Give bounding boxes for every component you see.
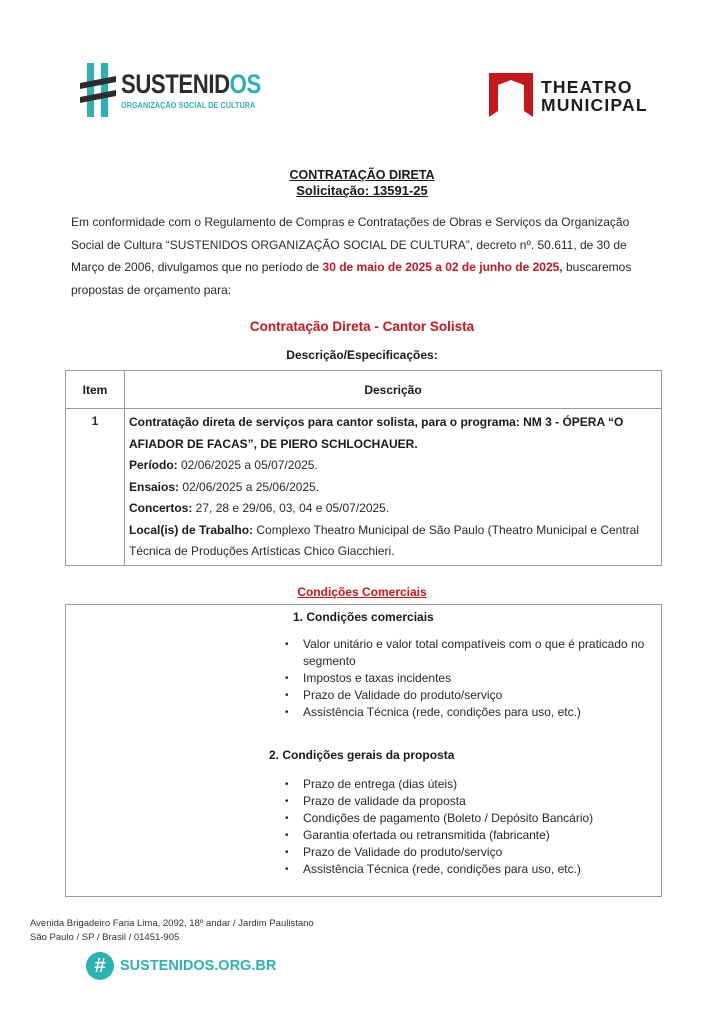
hash-logo-icon (80, 63, 116, 117)
list-item: • Assistência Técnica (rede, condições para uso, etc.) (285, 705, 581, 719)
intro-text: Em conformidade com o Regulamento de Compras e Contratações de Obras e Serviços da Organização Social de Cultura “SUSTENIDOS ORGANIZAÇÃO SOCIAL DE CULTURA”, decreto nº. 50.611, de 30 de Março de 2006, divulgamos que no período de (71, 215, 630, 274)
commercial-conditions-heading: 1. Condições comerciais (293, 610, 434, 624)
general-conditions-heading: 2. Condições gerais da proposta (269, 748, 455, 762)
field-label: Período: (129, 458, 178, 472)
field-rehearsals (129, 477, 657, 499)
theatro-arch-icon (489, 73, 533, 117)
hash-circle-icon: # (86, 952, 114, 980)
intro-text-end: buscaremos propostas de orçamento para: (71, 260, 632, 297)
bullet-icon: • (285, 813, 289, 824)
bullet-icon: • (285, 673, 289, 684)
solicitation-number: Solicitação: 13591-25 (296, 183, 428, 198)
commercial-conditions-box (65, 604, 662, 897)
footer-address-line2: São Paulo / SP / Brasil / 01451-905 (30, 932, 180, 943)
column-header-description: Descrição (125, 371, 662, 409)
list-item: • Prazo de entrega (dias úteis) (285, 777, 458, 791)
field-value: 02/06/2025 a 25/06/2025. (179, 479, 320, 494)
field-label: Ensaios: (129, 479, 180, 494)
field-period (129, 455, 657, 477)
footer-website-logo (86, 952, 286, 982)
sustenidos-logo (80, 63, 261, 119)
list-item: • Valor unitário e valor total compatíveis com o que é praticado no segmento (285, 637, 645, 668)
list-item: • Prazo de Validade do produto/serviço (285, 688, 503, 702)
list-item: • Condições de pagamento (Boleto / Depósito Bancário) (285, 811, 594, 825)
item-title: Contratação direta de serviços para cantor solista, para o programa: NM 3 - ÓPERA “O AFIADOR DE FACAS”, DE PIERO SCHLOCHAUER. (129, 415, 624, 451)
table-header-row (66, 371, 662, 409)
list-item: • Prazo de Validade do produto/serviço (285, 845, 503, 859)
website-link[interactable]: SUSTENIDOS.ORG.BR (120, 958, 277, 974)
document-title: CONTRATAÇÃO DIRETA (289, 168, 435, 182)
field-workplace (129, 520, 657, 563)
table-row (66, 409, 662, 566)
theatro-logo-line2: MUNICIPAL (541, 95, 648, 115)
intro-paragraph (71, 211, 661, 301)
field-value: Complexo Theatro Municipal de São Paulo (Theatro Municipal e Central Técnica de Produções Artísticas Chico Giacchieri. (129, 522, 640, 558)
list-item: • Impostos e taxas incidentes (285, 671, 452, 685)
commercial-conditions-title: Condições Comerciais (297, 585, 427, 599)
list-item: • Garantia ofertada ou retransmitida (fabricante) (285, 828, 550, 842)
section-title: Contratação Direta - Cantor Solista (249, 319, 475, 334)
theatro-municipal-logo (489, 73, 654, 119)
list-item: • Prazo de validade da proposta (285, 794, 466, 808)
bullet-icon: • (285, 690, 289, 701)
bullet-icon: • (285, 864, 289, 875)
field-value: 27, 28 e 29/06, 03, 04 e 05/07/2025. (192, 501, 390, 515)
general-conditions-list (285, 776, 655, 878)
bullet-icon: • (285, 847, 289, 858)
field-label: Local(is) de Trabalho: (129, 522, 254, 537)
bullet-icon: • (285, 639, 289, 650)
item-description (125, 409, 662, 566)
sustenidos-wordmark: SUSTENIDOS (121, 69, 261, 99)
specifications-heading: Descrição/Especificações: (286, 348, 438, 362)
bullet-icon: • (285, 796, 289, 807)
theatro-logo-line1: THEATRO (541, 77, 633, 97)
sustenidos-tagline: ORGANIZAÇÃO SOCIAL DE CULTURA (121, 101, 256, 110)
item-number: 1 (66, 409, 125, 566)
column-header-item: Item (66, 371, 125, 409)
field-value: 02/06/2025 a 05/07/2025. (177, 458, 318, 472)
field-label: Concertos: (129, 501, 193, 515)
field-concerts (129, 498, 657, 520)
bullet-icon: • (285, 707, 289, 718)
bullet-icon: • (285, 779, 289, 790)
items-table (65, 370, 662, 566)
bullet-icon: • (285, 830, 289, 841)
list-item: • Assistência Técnica (rede, condições para uso, etc.) (285, 862, 581, 876)
period-highlight: 30 de maio de 2025 a 02 de junho de 2025, (322, 260, 563, 274)
commercial-conditions-list (285, 636, 655, 721)
footer-address-line1: Avenida Brigadeiro Faria Lima, 2092, 18º andar / Jardim Paulistano (30, 918, 314, 929)
